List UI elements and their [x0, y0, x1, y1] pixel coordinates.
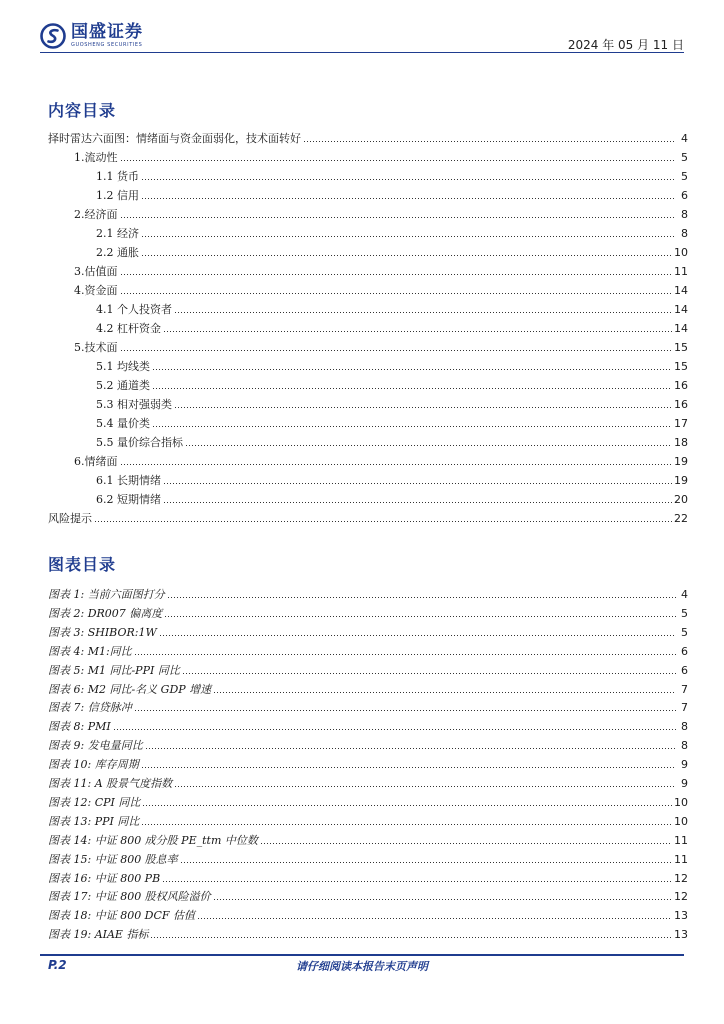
toc-entry[interactable]: [48, 261, 688, 279]
figure-entry-page: 9: [681, 777, 688, 790]
toc-entry-page: 14: [674, 322, 688, 335]
dot-leader: [141, 173, 676, 181]
figure-entry-label: 图表 14: 中证 800 成分股 PE_ttm 中位数: [48, 833, 258, 847]
toc-entry[interactable]: [48, 128, 688, 146]
toc-entry[interactable]: [48, 223, 688, 241]
toc-entry[interactable]: [48, 166, 688, 184]
toc-entry-page: 19: [674, 474, 688, 487]
toc-entry-label: 2.2 通胀: [96, 246, 139, 259]
dot-leader: [120, 211, 677, 219]
toc-entry-label: 6.情绪面: [74, 455, 118, 468]
toc-entry[interactable]: [48, 394, 688, 412]
figure-entry-label: 图表 1: 当前六面图打分: [48, 588, 165, 601]
toc-entry-label: 4.1 个人投资者: [96, 303, 172, 316]
dot-leader: [141, 230, 676, 238]
toc-entry-page: 8: [681, 227, 688, 240]
toc-entry-label: 1.1 货币: [96, 170, 139, 183]
logo-english-name: GUOSHENG SECURITIES: [71, 42, 143, 48]
footer-divider: [40, 954, 684, 956]
toc-entry-page: 17: [674, 417, 688, 430]
figure-entry-page: 10: [674, 814, 688, 828]
figure-entry-label: 图表 16: 中证 800 PB: [48, 871, 161, 885]
toc-entry-page: 4: [681, 132, 688, 145]
toc-entry[interactable]: [48, 413, 688, 431]
figure-entry[interactable]: [48, 697, 688, 715]
figure-entry-page: 13: [674, 909, 688, 923]
figure-entry[interactable]: [48, 735, 688, 753]
toc-entry-page: 11: [674, 265, 688, 278]
toc-entry-label: 2.经济面: [74, 208, 118, 221]
figure-entry-page: 11: [674, 833, 688, 847]
toc-entry-page: 19: [674, 455, 688, 468]
toc-entry-page: 14: [674, 303, 688, 316]
dot-leader: [182, 667, 676, 675]
header-divider: [40, 52, 684, 53]
toc-title: 内容目录: [48, 101, 117, 120]
figure-entry-page: 11: [674, 852, 688, 866]
dot-leader: [134, 704, 676, 712]
figure-entry-label: 图表 10: 库存周期: [48, 758, 139, 772]
toc-entry-label: 2.1 经济: [96, 227, 139, 240]
dot-leader: [120, 287, 673, 295]
toc-entry-label: 5.5 量价综合指标: [96, 436, 183, 449]
dot-leader: [141, 192, 676, 200]
toc-entry[interactable]: [48, 337, 688, 355]
toc-entry-page: 10: [674, 246, 688, 259]
toc-entry-page: 5: [681, 151, 688, 164]
figure-entry[interactable]: [48, 868, 688, 886]
toc-entry-page: 15: [674, 360, 688, 373]
toc-entry-page: 16: [674, 398, 688, 411]
dot-leader: [141, 818, 672, 826]
figure-entry-page: 8: [681, 720, 688, 734]
figure-entry[interactable]: [48, 924, 688, 942]
figure-entry-page: 7: [681, 682, 688, 696]
figure-entry[interactable]: [48, 886, 688, 904]
figure-entry[interactable]: [48, 641, 688, 659]
figure-entry-page: 13: [674, 928, 688, 942]
dot-leader: [163, 325, 672, 333]
toc-entry-label: 择时雷达六面图：情绪面与资金面弱化，技术面转好: [48, 132, 301, 145]
dot-leader: [163, 496, 672, 504]
figure-entry[interactable]: [48, 679, 688, 697]
toc-entry-label: 4.2 杠杆资金: [96, 322, 161, 335]
toc-entry-page: 16: [674, 379, 688, 392]
toc-entry-page: 6: [681, 189, 688, 202]
toc-entry[interactable]: [48, 356, 688, 374]
toc-entry-page: 14: [674, 284, 688, 297]
figures-title: 图表目录: [48, 555, 117, 574]
toc-entry-label: 6.2 短期情绪: [96, 493, 161, 506]
toc-entry-label: 3.估值面: [74, 265, 118, 278]
figure-entry[interactable]: [48, 905, 688, 923]
figure-entry-label: 图表 18: 中证 800 DCF 估值: [48, 909, 196, 923]
toc-entry-page: 18: [674, 436, 688, 449]
figure-entry-page: 8: [681, 739, 688, 753]
dot-leader: [303, 135, 676, 143]
toc-entry[interactable]: [48, 280, 688, 298]
dot-leader: [152, 420, 672, 428]
dot-leader: [213, 686, 676, 694]
toc-entry-label: 5.技术面: [74, 341, 118, 354]
figure-entry[interactable]: [48, 754, 688, 772]
figure-entry-label: 图表 8: PMI: [48, 720, 111, 734]
dot-leader: [260, 837, 672, 845]
toc-entry[interactable]: [48, 299, 688, 317]
figure-entry-page: 12: [674, 871, 688, 885]
report-date: 2024 年 05 月 11 日: [567, 38, 684, 52]
toc-entry[interactable]: [48, 451, 688, 469]
figure-entry-page: 4: [681, 588, 688, 601]
logo-icon: [40, 23, 66, 49]
figure-entry-page: 12: [674, 890, 688, 904]
figure-entry-label: 图表 9: 发电量同比: [48, 739, 143, 753]
dot-leader: [174, 306, 672, 314]
toc-entry[interactable]: [48, 508, 688, 526]
dot-leader: [120, 458, 673, 466]
dot-leader: [145, 742, 676, 750]
figure-entry-page: 6: [681, 644, 688, 658]
dot-leader: [174, 780, 676, 788]
dot-leader: [120, 344, 673, 352]
toc-entry[interactable]: [48, 147, 688, 165]
toc-entry[interactable]: [48, 432, 688, 450]
figure-entry-page: 5: [681, 625, 688, 639]
figure-entry-label: 图表 11: A 股景气度指数: [48, 777, 173, 790]
figure-entry-label: 图表 15: 中证 800 股息率: [48, 852, 178, 866]
dot-leader: [141, 761, 676, 769]
figure-entry-label: 图表 7: 信贷脉冲: [48, 701, 132, 715]
figure-entry[interactable]: [48, 584, 688, 602]
dot-leader: [162, 875, 672, 883]
logo-chinese-name: 国盛证券: [71, 22, 143, 42]
dot-leader: [152, 363, 672, 371]
figure-entry[interactable]: [48, 603, 688, 621]
dot-leader: [174, 401, 672, 409]
dot-leader: [150, 931, 672, 939]
dot-leader: [197, 912, 672, 920]
dot-leader: [163, 477, 672, 485]
figure-entry-page: 10: [674, 795, 688, 809]
toc-entry-label: 5.3 相对强弱类: [96, 398, 172, 411]
toc-entry[interactable]: [48, 470, 688, 488]
dot-leader: [152, 382, 672, 390]
dot-leader: [94, 515, 672, 523]
toc-entry-label: 5.1 均线类: [96, 360, 150, 373]
dot-leader: [120, 268, 673, 276]
figure-entry-label: 图表 19: AIAE 指标: [48, 928, 149, 942]
toc-entry[interactable]: [48, 318, 688, 336]
figure-entry-page: 5: [681, 606, 688, 620]
disclaimer-notice: 请仔细阅读本报告末页声明: [296, 960, 428, 973]
toc-entry[interactable]: [48, 242, 688, 260]
figure-entry-page: 6: [681, 663, 688, 677]
figure-entry[interactable]: [48, 792, 688, 810]
figure-entry-label: 图表 2: DR007 偏离度: [48, 606, 163, 620]
figure-entry-label: 图表 13: PPI 同比: [48, 814, 140, 828]
figure-entry-label: 图表 6: M2 同比-名义 GDP 增速: [48, 682, 212, 696]
toc-entry-page: 22: [674, 512, 688, 525]
figure-entry-label: 图表 12: CPI 同比: [48, 795, 141, 809]
figure-entry-label: 图表 17: 中证 800 股权风险溢价: [48, 890, 211, 904]
figure-entry[interactable]: [48, 811, 688, 829]
toc-entry-label: 4.资金面: [74, 284, 118, 297]
dot-leader: [134, 648, 676, 656]
figure-entry[interactable]: [48, 622, 688, 640]
toc-entry-label: 5.2 通道类: [96, 379, 150, 392]
dot-leader: [120, 154, 677, 162]
dot-leader: [167, 591, 676, 599]
dot-leader: [159, 629, 676, 637]
toc-entry-label: 6.1 长期情绪: [96, 474, 161, 487]
toc-entry-label: 5.4 量价类: [96, 417, 150, 430]
figure-entry-page: 9: [681, 758, 688, 772]
page-number: P.2: [48, 958, 67, 972]
figure-entry-label: 图表 4: M1:同比: [48, 644, 132, 658]
figure-entry-label: 图表 3: SHIBOR:1W: [48, 625, 157, 639]
dot-leader: [180, 856, 672, 864]
page-header: [0, 0, 724, 56]
toc-entry[interactable]: [48, 185, 688, 203]
toc-entry-page: 15: [674, 341, 688, 354]
dot-leader: [213, 893, 672, 901]
toc-entry-page: 20: [674, 493, 688, 506]
dot-leader: [185, 439, 672, 447]
figure-entry[interactable]: [48, 660, 688, 678]
toc-entry-label: 风险提示: [48, 512, 92, 525]
dot-leader: [141, 249, 672, 257]
toc-entry-label: 1.2 信用: [96, 189, 139, 202]
figure-entry[interactable]: [48, 830, 688, 848]
figure-entry[interactable]: [48, 716, 688, 734]
toc-entry[interactable]: [48, 489, 688, 507]
figure-entry[interactable]: [48, 773, 688, 791]
figure-entry-page: 7: [681, 701, 688, 715]
figure-entry-label: 图表 5: M1 同比-PPI 同比: [48, 663, 180, 677]
company-logo: [40, 22, 143, 50]
toc-entry-page: 8: [681, 208, 688, 221]
toc-entry[interactable]: [48, 204, 688, 222]
toc-entry-label: 1.流动性: [74, 151, 118, 164]
toc-entry-page: 5: [681, 170, 688, 183]
dot-leader: [142, 799, 672, 807]
dot-leader: [164, 610, 676, 618]
dot-leader: [113, 723, 676, 731]
figure-entry[interactable]: [48, 849, 688, 867]
toc-entry[interactable]: [48, 375, 688, 393]
